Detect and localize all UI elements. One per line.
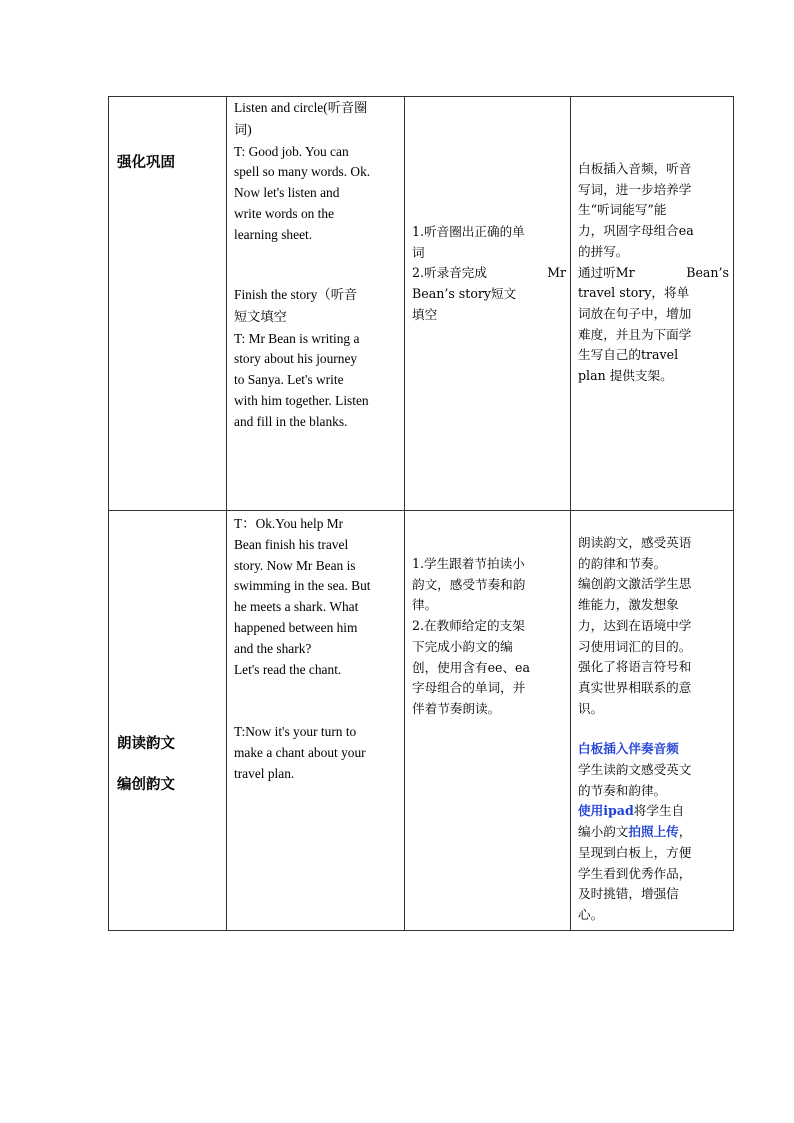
procedure-make-chant: T:Now it's your turn to make a chant about your travel plan. xyxy=(234,724,366,781)
design-intent-text: 白板插入音频，听音 写词，进一步培养学 生“听词能写”能 力，巩固字母组合ea 的拼写。 通过听Mr Bean’s travel story，将单 词放在句子中，增加 难度，并且为下面学 生写自己的travel plan 提供支架。 xyxy=(578,161,729,384)
stage-cell xyxy=(109,511,227,931)
student-activity-text: 1.听音圈出正确的单 词 2.听录音完成 Mr Bean’s story短文 填空 xyxy=(412,224,566,322)
stage-label: 朗读韵文 xyxy=(117,735,175,752)
design-intent-text: 朗读韵文，感受英语 的韵律和节奏。 编创韵文激活学生思 维能力，激发想象 力，达到在语境中学 习使用词汇的目的。 强化了将语言符号和 真实世界相联系的意 识。 白板插入伴奏音频 学生读韵文感受英文 的节奏和韵律。 使用ipad将学生自 编小韵文拍照上传， 呈现到白板上，方便 学生看到优秀作品， 及时挑错，增强信 心。 xyxy=(578,533,729,926)
stage-label: 强化巩固 xyxy=(117,154,175,171)
lesson-plan-table xyxy=(108,96,734,931)
procedure-finish-story: Finish the story（听音 短文填空 T: Mr Bean is writing a story about his journey to Sanya. Let's write with him together. Listen and fill in the blanks. xyxy=(234,287,369,429)
intent-cell xyxy=(571,97,734,511)
procedure-listen-circle: Listen and circle(听音圈 词) T: Good job. You can spell so many words. Ok. Now let's listen and write words on the learning sheet. xyxy=(234,100,371,242)
table-row xyxy=(109,511,734,931)
highlight-text: 白板插入伴奏音频 xyxy=(578,741,679,757)
highlight-text: 拍照上传 xyxy=(628,824,679,840)
student-activity-text: 1.学生跟着节拍读小 韵文，感受节奏和韵 律。 2.在教师给定的支架 下完成小韵文的编 创，使用含有ee、ea 字母组合的单词，并 伴着节奏朗读。 xyxy=(412,556,531,716)
table-row xyxy=(109,97,734,511)
procedure-cell xyxy=(227,97,405,511)
activity-cell xyxy=(405,511,571,931)
highlight-text: 使用ipad xyxy=(578,803,634,819)
procedure-cell xyxy=(227,511,405,931)
procedure-read-chant: T：Ok.You help Mr Bean finish his travel story. Now Mr Bean is swimming in the sea. But he meets a shark. What happened between him and the shark? Let's read the chant. xyxy=(234,516,371,677)
intent-cell xyxy=(571,511,734,931)
stage-label: 编创韵文 xyxy=(117,776,175,793)
stage-cell xyxy=(109,97,227,511)
activity-cell xyxy=(405,97,571,511)
